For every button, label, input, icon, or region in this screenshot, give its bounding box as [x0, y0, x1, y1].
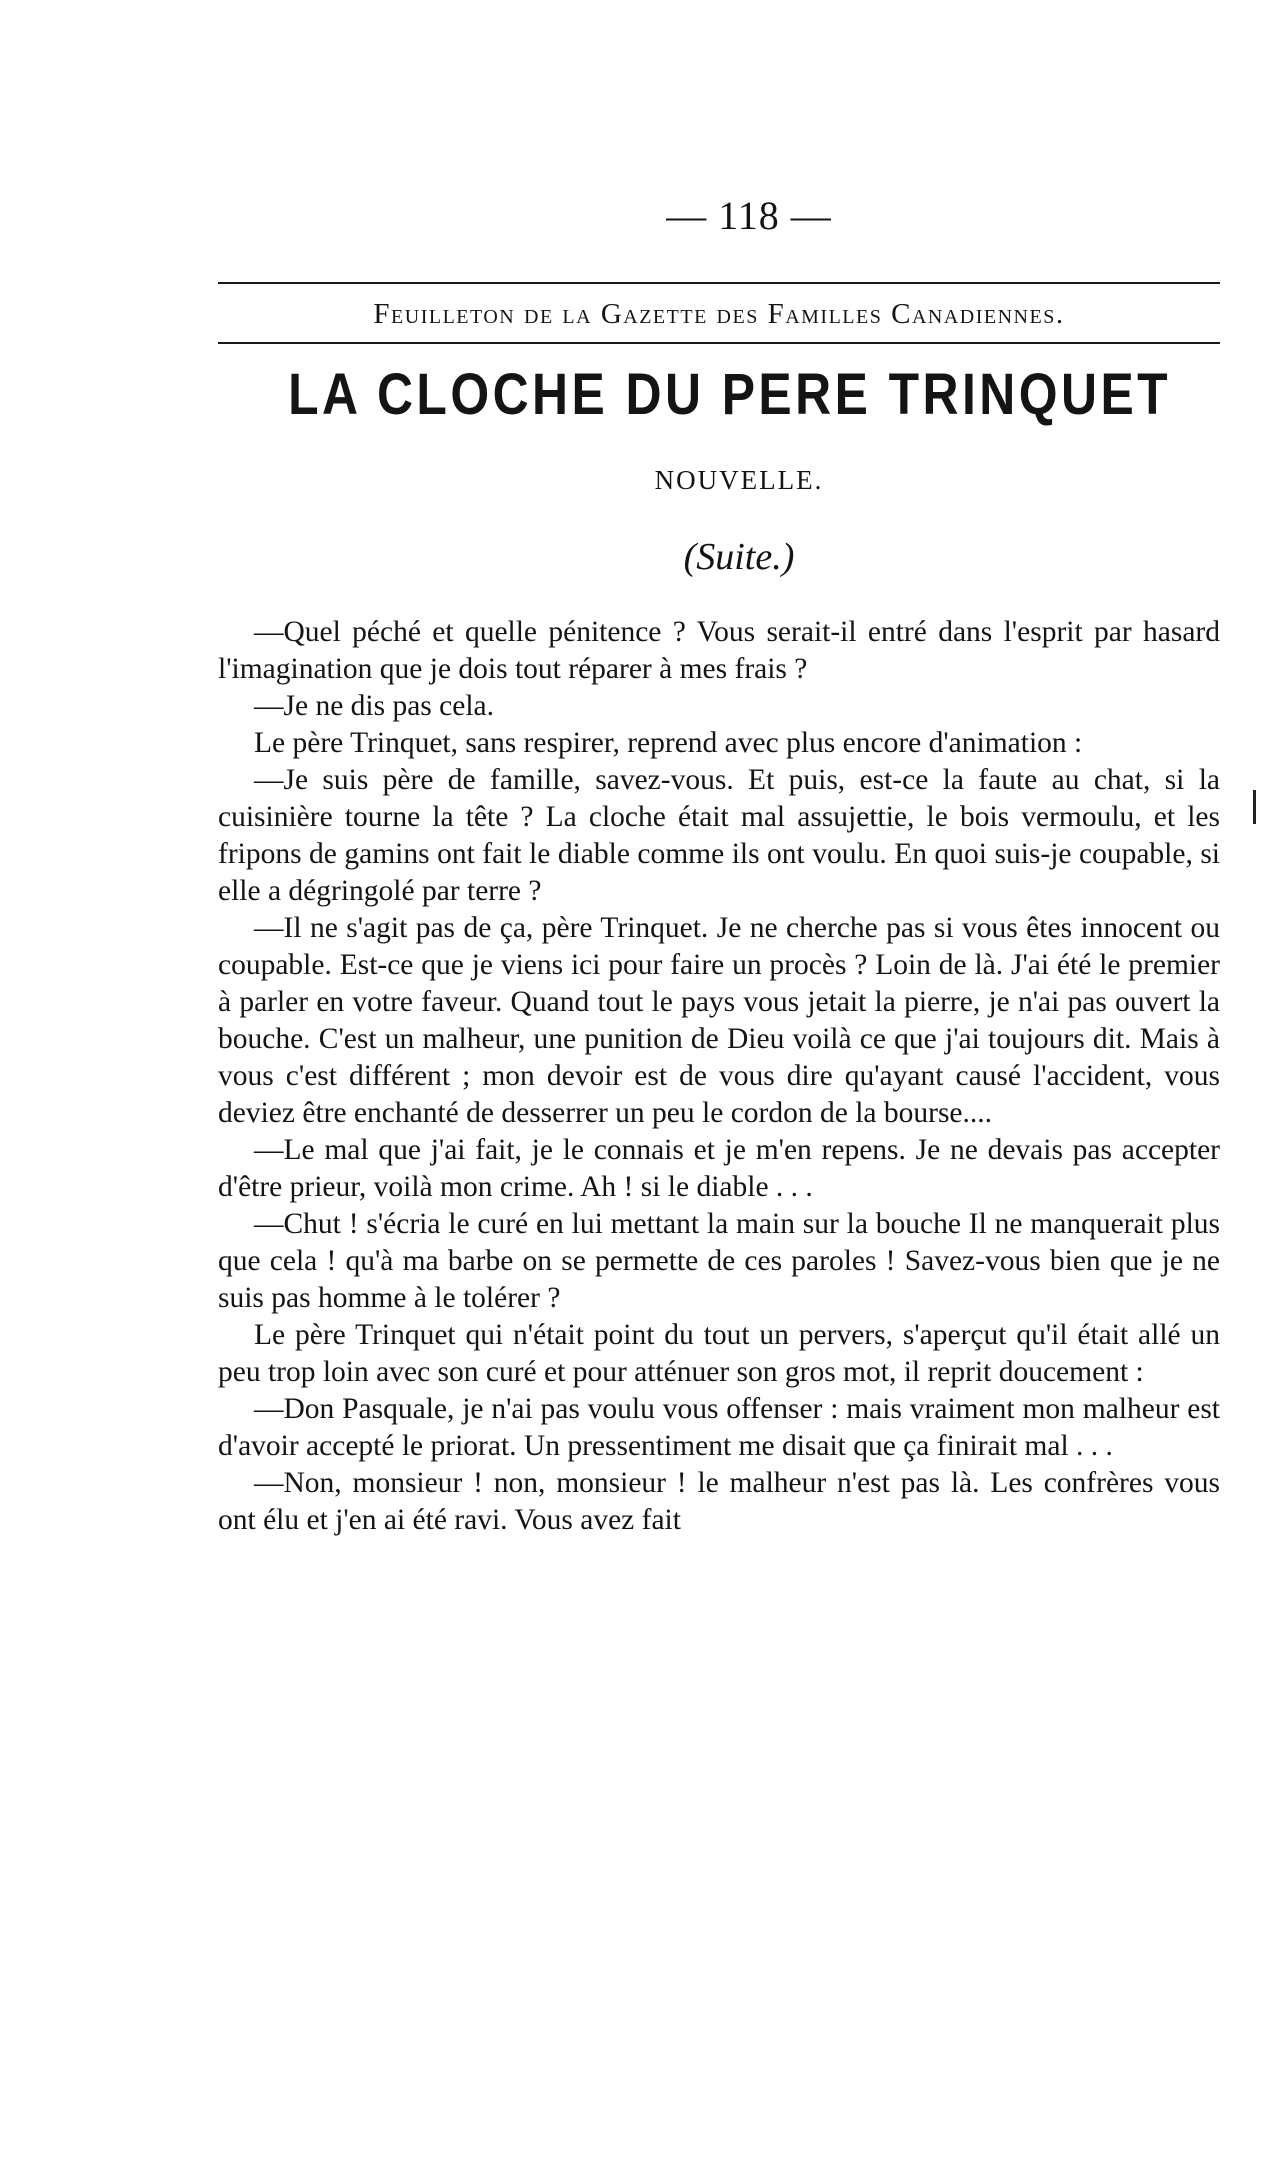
paragraph: Le père Trinquet qui n'était point du tout un pervers, s'aperçut qu'il était allé un peu trop loin avec son curé et pour atténuer son gros mot, il reprit doucement : [218, 1319, 1220, 1388]
paragraph: —Non, monsieur ! non, monsieur ! le malheur n'est pas là. Les confrères vous ont élu et j'en ai été ravi. Vous avez fait [218, 1467, 1220, 1536]
story-title: LA CLOCHE DU PERE TRINQUET [288, 362, 1172, 427]
running-head: Feuilleton de la Gazette des Familles Canadiennes. [373, 298, 1065, 330]
margin-mark [1253, 790, 1256, 824]
page-number: — 118 — [666, 193, 832, 238]
page [218, 190, 1220, 1539]
paragraph: —Je suis père de famille, savez-vous. Et puis, est-ce la faute au chat, si la cuisinière tourne la tête ? La cloche était mal assujettie, le bois vermoulu, et les fripons de gamins ont fait le diable comme ils ont voulu. En quoi suis-je coupable, si elle a dégringolé par terre ? [218, 764, 1220, 907]
paragraph: Le père Trinquet, sans respirer, reprend avec plus encore d'animation : [254, 727, 1083, 759]
continued-label: (Suite.) [683, 536, 795, 578]
paragraph: —Quel péché et quelle pénitence ? Vous serait-il entré dans l'esprit par hasard l'imagination que je dois tout réparer à mes frais ? [218, 616, 1220, 685]
paragraph: —Le mal que j'ai fait, je le connais et je m'en repens. Je ne devais pas accepter d'être prieur, voilà mon crime. Ah ! si le diable . . . [218, 1134, 1220, 1203]
genre-label: NOUVELLE. [654, 465, 824, 495]
paragraph: —Don Pasquale, je n'ai pas voulu vous offenser : mais vraiment mon malheur est d'avoir accepté le priorat. Un pressentiment me disait que ça finirait mal . . . [218, 1393, 1220, 1462]
article-body [218, 614, 1220, 1539]
paragraph: —Il ne s'agit pas de ça, père Trinquet. Je ne cherche pas si vous êtes innocent ou coupable. Est-ce que je viens ici pour faire un procès ? Loin de là. J'ai été le premier à parler en votre faveur. Quand tout le pays vous jetait la pierre, je n'ai pas ouvert la bouche. C'est un malheur, une punition de Dieu voilà ce que j'ai toujours dit. Mais à vous c'est différent ; mon devoir est de vous dire qu'ayant causé l'accident, vous deviez être enchanté de desserrer un peu le cordon de la bourse.... [218, 912, 1220, 1129]
header-rule-top [218, 282, 1220, 284]
paragraph: —Chut ! s'écria le curé en lui mettant la main sur la bouche Il ne manquerait plus que cela ! qu'à ma barbe on se permette de ces paroles ! Savez-vous bien que je ne suis pas homme à le tolérer ? [218, 1208, 1220, 1314]
paragraph: —Je ne dis pas cela. [254, 690, 495, 722]
header-rule-bottom [218, 342, 1220, 344]
